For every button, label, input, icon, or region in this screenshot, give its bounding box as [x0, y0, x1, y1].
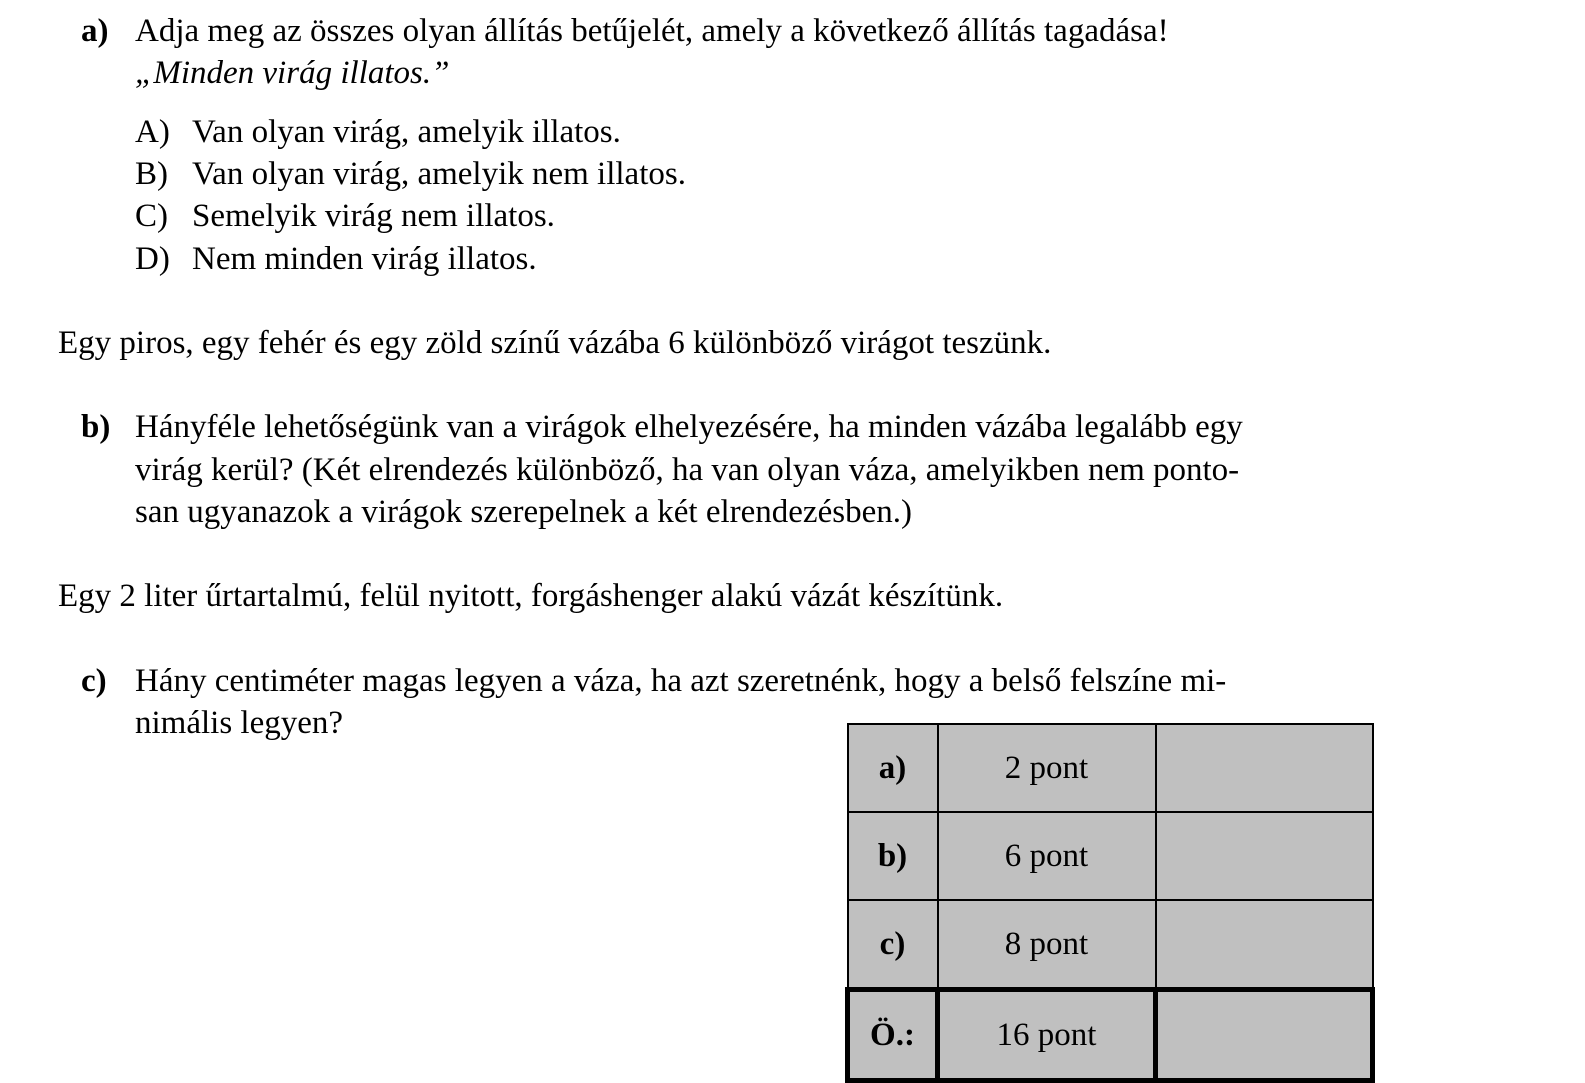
option-a-letter: A) [135, 114, 170, 150]
part-b-line-3: san ugyanazok a virágok szerepelnek a két elrendezésben.) [135, 494, 912, 530]
option-b-text: Van olyan virág, amelyik nem illatos. [192, 156, 686, 192]
score-row-label: a) [848, 724, 938, 812]
score-row-b [848, 812, 1373, 900]
score-table [845, 723, 1375, 1083]
part-c-line-2: nimális legyen? [135, 705, 344, 741]
score-earned-cell [1156, 900, 1373, 990]
score-earned-cell [1156, 812, 1373, 900]
part-c-line-1: Hány centiméter magas legyen a váza, ha azt szeretnénk, hogy a belső felszíne mi- [135, 663, 1227, 699]
part-a-statement: „Minden virág illatos.” [135, 55, 450, 91]
option-c-letter: C) [135, 198, 168, 234]
option-d-letter: D) [135, 241, 170, 277]
option-d-text: Nem minden virág illatos. [192, 241, 537, 277]
part-a-label: a) [81, 13, 109, 49]
score-row-label: b) [848, 812, 938, 900]
part-c-label: c) [81, 663, 107, 699]
part-b-line-2: virág kerül? (Két elrendezés különböző, ha van olyan váza, amelyikben nem ponto- [135, 452, 1240, 488]
part-b-label: b) [81, 409, 111, 445]
score-row-a [848, 724, 1373, 812]
option-c-text: Semelyik virág nem illatos. [192, 198, 555, 234]
option-a-text: Van olyan virág, amelyik illatos. [192, 114, 621, 150]
score-total-points: 16 pont [938, 990, 1156, 1081]
score-earned-cell [1156, 724, 1373, 812]
option-b-letter: B) [135, 156, 168, 192]
intro-c-paragraph: Egy 2 liter űrtartalmú, felül nyitott, forgáshenger alakú vázát készítünk. [58, 578, 1004, 614]
score-row-points: 8 pont [938, 900, 1156, 990]
score-row-total [848, 990, 1373, 1081]
score-total-earned-cell [1156, 990, 1373, 1081]
score-row-c [848, 900, 1373, 990]
score-row-points: 2 pont [938, 724, 1156, 812]
part-a-question: Adja meg az összes olyan állítás betűjelét, amely a következő állítás tagadása! [135, 13, 1169, 49]
score-total-label: Ö.: [848, 990, 938, 1081]
score-row-label: c) [848, 900, 938, 990]
part-b-line-1: Hányféle lehetőségünk van a virágok elhelyezésére, ha minden vázába legalább egy [135, 409, 1243, 445]
intro-b-paragraph: Egy piros, egy fehér és egy zöld színű vázába 6 különböző virágot teszünk. [58, 325, 1052, 361]
score-row-points: 6 pont [938, 812, 1156, 900]
